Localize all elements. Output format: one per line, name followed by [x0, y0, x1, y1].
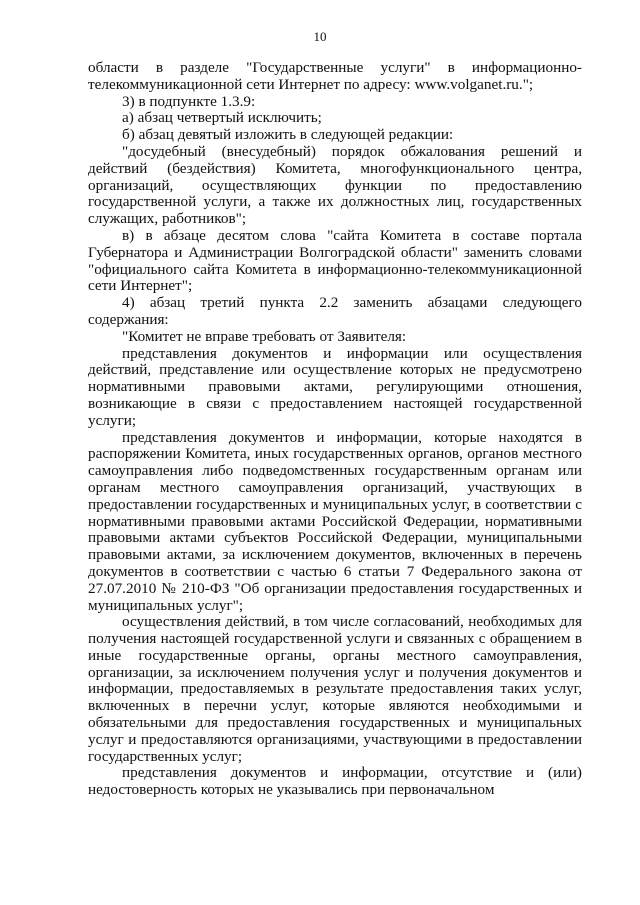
paragraph-item-a: а) абзац четвертый исключить; [122, 109, 322, 127]
paragraph-requirement-4: представления документов и информации, отсутствие и (или) недостоверность которых не указывались при первоначальном [88, 764, 582, 799]
paragraph-item-4: 4) абзац третий пункта 2.2 заменить абзацами следующего содержания: [88, 294, 582, 328]
document-body [88, 60, 582, 799]
paragraph-committee-may-not-require: "Комитет не вправе требовать от Заявителя: [122, 327, 407, 345]
paragraph-item-3: 3) в подпункте 1.3.9: [122, 92, 256, 110]
paragraph-item-v: в) в абзаце десятом слова "сайта Комитета в составе портала Губернатора и Администрации Волгоградской области" заменить словами "официального сайта Комитета в информационно-телекоммуникационной сети Интернет"; [88, 226, 582, 295]
paragraph-requirement-2: представления документов и информации, которые находятся в распоряжении Комитета, иных государственных органов, органов местного самоуправления либо подведомственных государственным органам или органам местного самоуправления организаций, участвующих в предоставлении государственных и муниципальных услуг, в соответствии с нормативными правовыми актами Российской Федерации, нормативными правовыми актами субъектов Российской Федерации, муниципальными правовыми актами, за исключением документов, включенных в перечень документов в соответствии с частью 6 статьи 7 Федерального закона от 27.07.2010 № 210-ФЗ "Об организации предоставления государственных и муниципальных услуг"; [88, 428, 582, 614]
page-number: 10 [313, 29, 327, 44]
paragraph-continuation: области в разделе "Государственные услуги" в информационно-телекоммуникационной сети Интернет по адресу: www.volganet.ru."; [88, 59, 582, 93]
paragraph-requirement-3: осуществления действий, в том числе согласований, необходимых для получения настоящей государственной услуги и связанных с обращением в иные государственные органы, органы местного самоуправления, организации, за исключением получения услуг и получения документов и информации, предоставляемых в результате предоставления таких услуг, включенных в перечни услуг, которые являются необходимыми и обязательными для предоставления государственных и муниципальных услуг и предоставляются организациями, участвующими в предоставлении государственных услуг; [88, 613, 582, 765]
paragraph-item-b: б) абзац девятый изложить в следующей редакции: [122, 126, 454, 144]
paragraph-requirement-1: представления документов и информации или осуществления действий, представление или осуществление которых не предусмотрено нормативными правовыми актами, регулирующими отношения, возникающие в связи с предоставлением настоящей государственной услуги; [88, 344, 582, 429]
paragraph-quote-appeal-procedure: "досудебный (внесудебный) порядок обжалования решений и действий (бездействия) Комитета, многофункционального центра, организаций, осуществляющих функции по предоставлению государственной услуги, а также их должностных лиц, государственных служащих, работников"; [88, 142, 582, 228]
